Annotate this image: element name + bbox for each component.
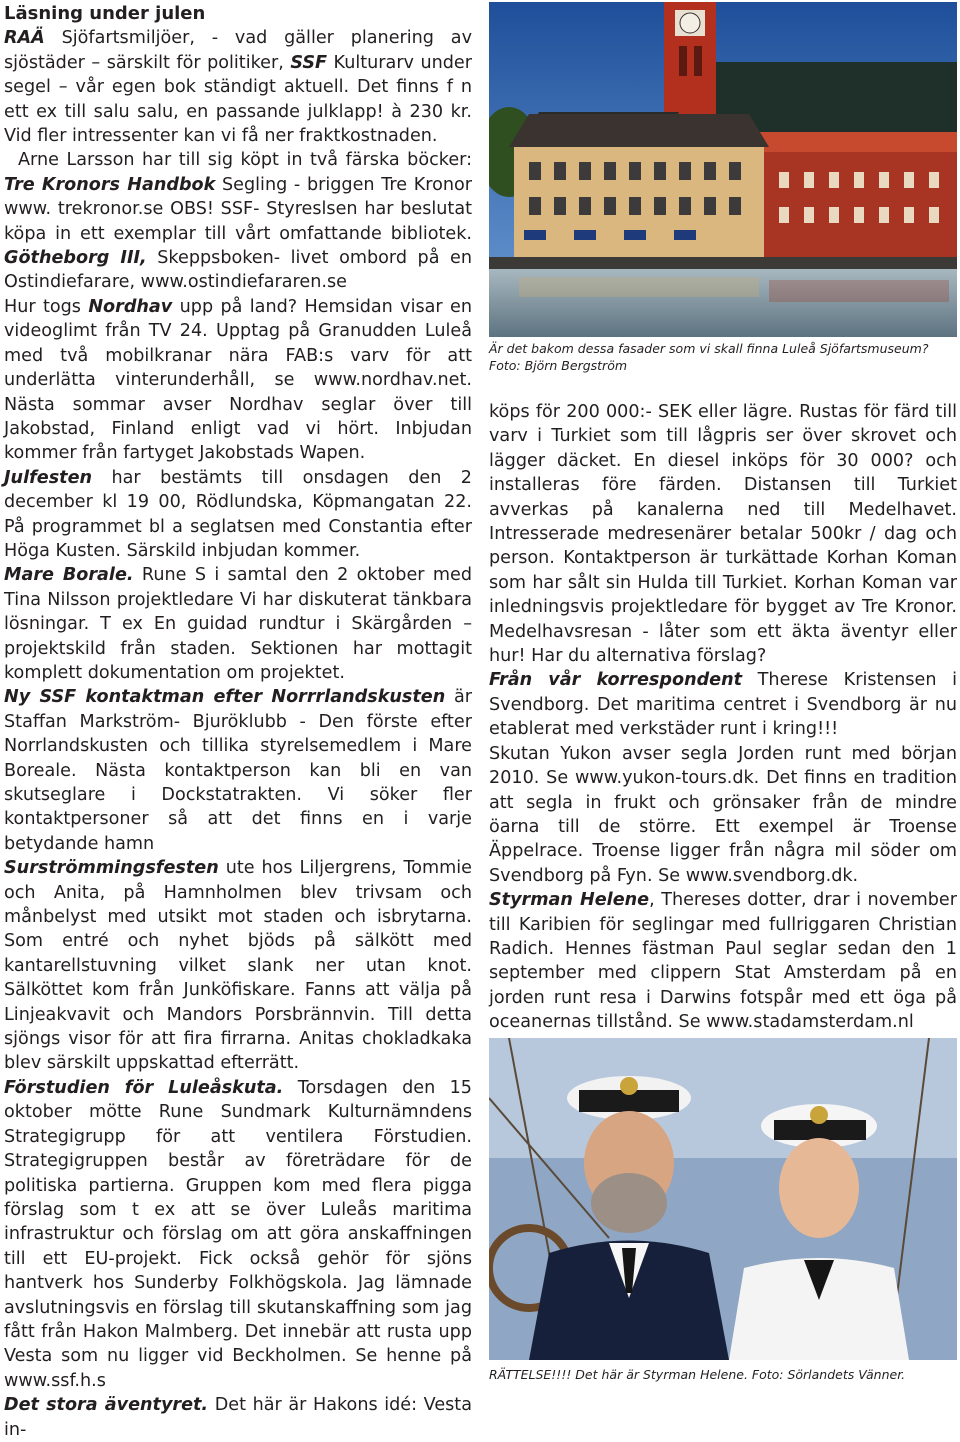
paragraph <box>4 466 472 564</box>
emphasis-text: Från vår korrespondent <box>489 670 743 691</box>
photo-caption: RÄTTELSE!!!! Det här är Styrman Helene. Foto: Sörlandets Vänner. <box>489 1367 906 1382</box>
paragraph <box>4 1393 472 1442</box>
body-text: Rune S i samtal den 2 oktober med Tina Nilsson projektledare Vi har diskuterat tänkbara lösningar. T ex En guidad rundtur i Skärgården – projektskild från staden. Sektionen har mottagit komplett dokumentation om projektet. <box>4 565 472 683</box>
emphasis-text: Mare Borale. <box>4 565 134 586</box>
photo-lulea-buildings <box>489 2 957 337</box>
section-heading: Läsning under julen <box>4 3 206 24</box>
body-text: Sjöfartsmiljöer, - vad gäller planering av sjöstäder – särskilt för politiker, <box>4 28 472 73</box>
paragraph <box>489 668 957 741</box>
body-text: Hur togs <box>4 296 89 317</box>
body-text: Therese Kristensen i Svendborg. Det maritima centret i Svendborg är nu etablerat med verkstäder runt i kring!!! <box>489 670 958 740</box>
body-text: Arne Larsson har till sig köpt in två färska böcker: <box>18 150 472 171</box>
emphasis-text: Ny SSF kontaktman efter Norrrlandskusten <box>4 687 446 708</box>
body-text: Kulturarv under segel – vår egen bok ständigt aktuell. Det finns f n ett ex till salu salu, en passande julklapp! à 230 kr. Vid fler intressenter kan vi få ner fraktkostnaden. <box>4 52 472 147</box>
paragraph <box>4 26 472 148</box>
paragraph <box>4 685 472 856</box>
emphasis-text: Götheborg III, <box>4 248 147 269</box>
emphasis-text: SSF <box>290 52 328 73</box>
paragraph <box>4 1076 472 1393</box>
paragraph <box>4 148 472 294</box>
photo-caption: Är det bakom dessa fasader som vi skall finna Luleå Sjöfartsmuseum? Foto: Björn Bergström <box>489 341 929 373</box>
paragraph <box>489 742 957 888</box>
body-text: är Staffan Markström- Bjuröklubb - Den förste efter Norrlandskusten och tillika styrelsemedlem i Mare Boreale. Nästa kontaktperson kan bli en van skutseglare i Dockstatrakten. Vi söker fler kontaktpersoner så att det finns en i varje betydande hamn <box>4 687 473 854</box>
emphasis-text: Surströmmingsfesten <box>4 858 219 879</box>
body-text: köps för 200 000:- SEK eller lägre. Rustas för färd till varv i Turkiet som till lågpris ser över skrovet och lägger däcket. En diesel inköps för 30 000? och installeras före färden. Distansen till Turkiet avverkas på kanalerna ned till Medelhavet. Intresserade medresenärer betalar 500kr / dag och person. Kontaktperson är turkättade Korhan Koman som har sålt sin Hulda till Turkiet. Korhan Koman var inledningsvis projektledare för bygget av Tre Kronor. Medelhavsresan - låter som ett äkta äventyr eller hur! Har du alternativa förslag? <box>489 402 957 667</box>
emphasis-text: Styrman Helene <box>489 890 650 911</box>
body-text: Segling - briggen Tre Kronor www. trekronor.se OBS! SSF- Styreslsen har beslutat köpa in ett exemplar till vårt omfattande bibliotek. <box>4 174 473 244</box>
emphasis-text: Julfesten <box>4 467 93 488</box>
emphasis-text: Det stora äventyret. <box>4 1395 209 1416</box>
emphasis-text: Förstudien för Luleåskuta. <box>4 1077 284 1098</box>
body-text: Det här är Hakons idé: Vesta in- <box>4 1395 472 1440</box>
right-column <box>489 400 957 1035</box>
emphasis-text: RAÄ <box>4 28 45 49</box>
body-text: upp på land? Hemsidan visar en videoglimt från TV 24. Upptag på Granudden Luleå med två mobilkranar nära FAB:s varv för att underlätta vinterunderhåll, se www.nordhav.net. Nästa sommar avser Nordhav seglar över till Jakobstad, Finland enligt vad vi hört. Inbjudan kommer från fartyget Jakobstads Wapen. <box>4 296 472 464</box>
body-text: , Thereses dotter, drar i november till Karibien för seglingar med fullriggaren Christian Radich. Hennes fästman Paul seglar sedan den 1 september med clippern Stat Amsterdam på en jorden runt resa i Darwins fotspår med ett öga på oceanernas tillstånd. Se www.stadamsterdam.nl <box>489 890 957 1033</box>
paragraph <box>489 888 957 1034</box>
emphasis-text: Nordhav <box>88 296 173 317</box>
paragraph <box>489 400 957 668</box>
emphasis-text: Tre Kronors Handbok <box>4 174 216 195</box>
body-text: har bestämts till onsdagen den 2 december kl 19 00, Rödlundska, Köpmangatan 22. På programmet bl a seglatsen med Constantia efter Höga Kusten. Särskild inbjudan kommer. <box>4 467 472 561</box>
left-column <box>4 2 472 1442</box>
paragraph <box>4 295 472 466</box>
paragraph <box>4 856 472 1076</box>
body-text: Skutan Yukon avser segla Jorden runt med början 2010. Se www.yukon-tours.dk. Det finns en tradition att segla in frukt och grönsaker från de mindre öarna till de större. Ett exempel är Troense Äppelrace. Troense ligger från några mil söder om Svendborg på Fyn. Se www.svendborg.dk. <box>489 743 957 886</box>
photo-officers <box>489 1038 957 1360</box>
body-text: ute hos Liljergrens, Tommie och Anita, på Hamnholmen blev trivsam och månbelyst med utsikt mot staden och isbrytarna. Som entré och nyhet bjöds på sälkött med kantarellstuvning vilket slank ner utan knot. Sälköttet kom från Junköfiskare. Fanns att välja på Linjeakvavit och Mandors Porsbrännvin. Till detta sjöngs visor för att fira firrarna. Anitas chokladkaka blev särskilt uppskattad efterrätt. <box>4 858 472 1074</box>
body-text: Torsdagen den 15 oktober mötte Rune Sundmark Kulturnämndens Strategigrupp för att ventilera Förstudien. Strategigruppen består av företrädare för de politiska partierna. Gruppen kom med flera pigga förslag som t ex att se över Luleås maritima infrastruktur och förslag om att göra anskaffningen till ett EU-projekt. Fick också gehör för sjöns hantverk hos Sunderby Folkhögskola. Jag lämnade avslutningsvis en förslag till skutanskaffning som jag fått från Hakon Malmberg. Det innebär att rusta upp Vesta som nu ligger vid Beckholmen. Se henne på www.ssf.h.s <box>4 1077 472 1391</box>
body-text: Skeppsboken- livet ombord på en Ostindiefarare, www.ostindiefararen.se <box>4 248 472 293</box>
paragraph <box>4 563 472 685</box>
